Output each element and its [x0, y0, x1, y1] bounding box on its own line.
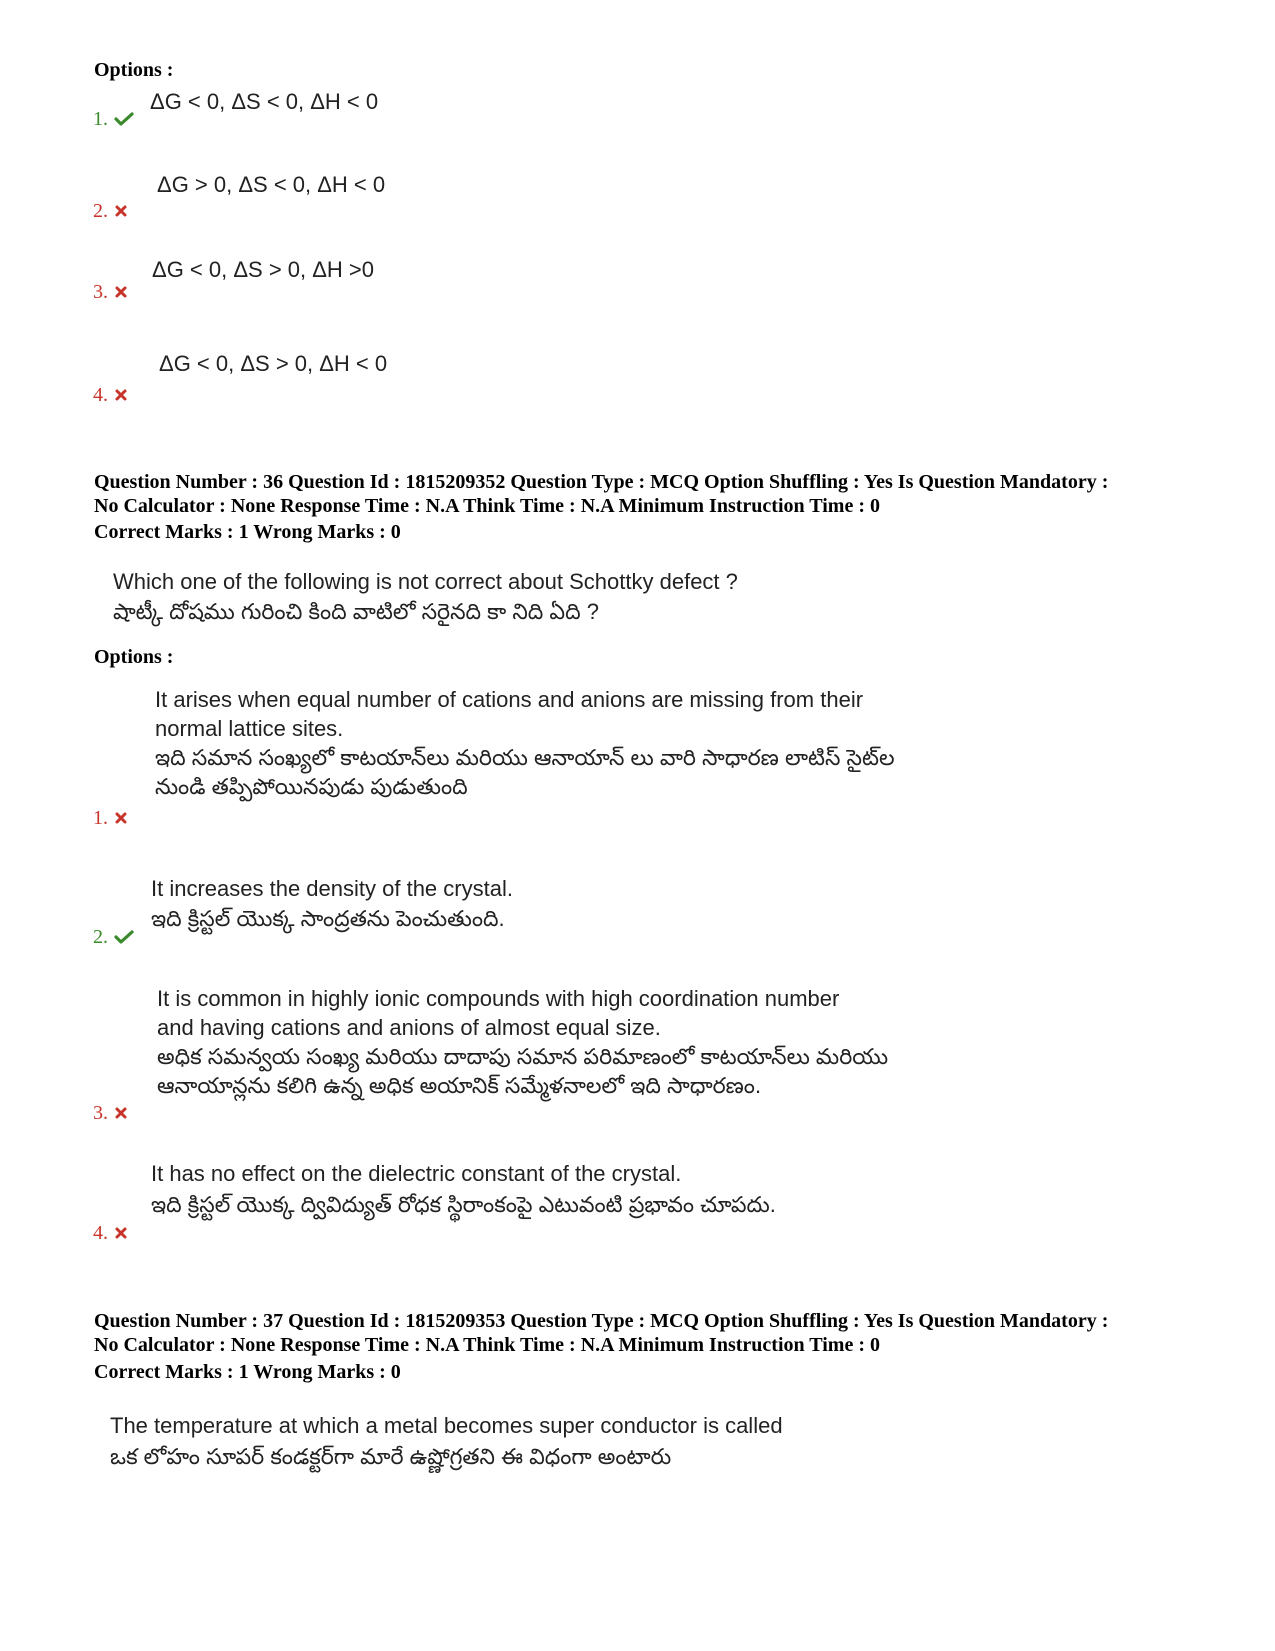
option-line: ΔG > 0, ΔS < 0, ΔH < 0: [157, 172, 386, 197]
option-line: ΔG < 0, ΔS < 0, ΔH < 0: [150, 89, 379, 114]
options-label: Options :: [94, 646, 174, 668]
option-line: అధిక సమన్వయ సంఖ్య మరియు దాదాపు సమాన పరిమాణంలో కాటయాన్‌లు మరియు: [157, 1044, 889, 1069]
options-label: Options :: [94, 59, 174, 81]
option-number: 3.: [93, 281, 108, 303]
question-meta-line: No Calculator : None Response Time : N.A Think Time : N.A Minimum Instruction Time : 0: [94, 1334, 880, 1356]
question-text-te: షాట్కీ దోషము గురించి కింది వాటిలో సరైనది కా నిది ఏది ?: [113, 599, 599, 624]
question-meta: [94, 1309, 1108, 1357]
option-text: [157, 984, 888, 1100]
option-text: [157, 171, 385, 199]
option-line: ΔG < 0, ΔS > 0, ΔH >0: [152, 257, 375, 282]
option-text: [152, 256, 374, 284]
option-number: 4.: [93, 1222, 108, 1244]
option-text: [151, 874, 513, 934]
question-marks: Correct Marks : 1 Wrong Marks : 0: [94, 521, 401, 543]
check-icon: [114, 929, 134, 945]
option-number: 1.: [93, 807, 108, 829]
option-line: It increases the density of the crystal.: [151, 876, 513, 901]
option-number: 2.: [93, 926, 108, 948]
option-line: normal lattice sites.: [155, 716, 344, 741]
option-marker-wrong: [93, 281, 128, 303]
option-line: ఆనాయాన్లను కలిగి ఉన్న అధిక అయానిక్ సమ్మేళనాలలో ఇది సాధారణం.: [157, 1073, 762, 1098]
option-line: ఇది క్రిస్టల్ యొక్క ద్వివిద్యుత్ రోధక స్థిరాంకంపై ఎటువంటి ప్రభావం చూపదు.: [151, 1192, 776, 1217]
option-line: It is common in highly ionic compounds with high coordination number: [157, 986, 840, 1011]
option-marker-wrong: [93, 384, 128, 406]
option-text: [155, 685, 895, 801]
question-text: [113, 567, 738, 627]
cross-icon: [114, 1226, 128, 1240]
question-text: [110, 1410, 783, 1472]
option-marker-wrong: [93, 1102, 128, 1124]
option-line: ఇది సమాన సంఖ్యలో కాటయాన్‌లు మరియు ఆనాయాన్ లు వారి సాధారణ లాటిస్ సైట్‌ల: [155, 745, 895, 770]
option-marker-correct: [93, 108, 134, 130]
cross-icon: [114, 388, 128, 402]
option-number: 1.: [93, 108, 108, 130]
option-line: It arises when equal number of cations and anions are missing from their: [155, 687, 864, 712]
option-marker-wrong: [93, 807, 128, 829]
option-marker-correct: [93, 926, 134, 948]
question-text-te: ఒక లోహం సూపర్ కండక్టర్‌గా మారే ఉష్ణోగ్రతని ఈ విధంగా అంటారు: [110, 1444, 672, 1469]
cross-icon: [114, 1106, 128, 1120]
cross-icon: [114, 811, 128, 825]
option-marker-wrong: [93, 200, 128, 222]
option-line: and having cations and anions of almost equal size.: [157, 1015, 661, 1040]
option-marker-wrong: [93, 1222, 128, 1244]
option-text: [150, 88, 378, 116]
question-marks: Correct Marks : 1 Wrong Marks : 0: [94, 1361, 401, 1383]
question-meta-line: Question Number : 36 Question Id : 1815209352 Question Type : MCQ Option Shuffling : Yes Is Question Mandatory :: [94, 471, 1109, 493]
option-number: 4.: [93, 384, 108, 406]
option-number: 2.: [93, 200, 108, 222]
option-text: [159, 350, 387, 378]
option-line: ఇది క్రిస్టల్ యొక్క సాంద్రతను పెంచుతుంది.: [151, 906, 505, 931]
cross-icon: [114, 285, 128, 299]
question-meta: [94, 470, 1108, 518]
question-text-en: The temperature at which a metal becomes super conductor is called: [110, 1413, 783, 1438]
option-line: నుండి తప్పిపోయినపుడు పుడుతుంది: [155, 774, 468, 799]
option-number: 3.: [93, 1102, 108, 1124]
option-text: [151, 1158, 776, 1220]
question-meta-line: Question Number : 37 Question Id : 1815209353 Question Type : MCQ Option Shuffling : Yes Is Question Mandatory :: [94, 1310, 1109, 1332]
option-line: It has no effect on the dielectric constant of the crystal.: [151, 1161, 682, 1186]
question-meta-line: No Calculator : None Response Time : N.A Think Time : N.A Minimum Instruction Time : 0: [94, 495, 880, 517]
check-icon: [114, 111, 134, 127]
question-text-en: Which one of the following is not correct about Schottky defect ?: [113, 569, 738, 594]
cross-icon: [114, 204, 128, 218]
option-line: ΔG < 0, ΔS > 0, ΔH < 0: [159, 351, 388, 376]
